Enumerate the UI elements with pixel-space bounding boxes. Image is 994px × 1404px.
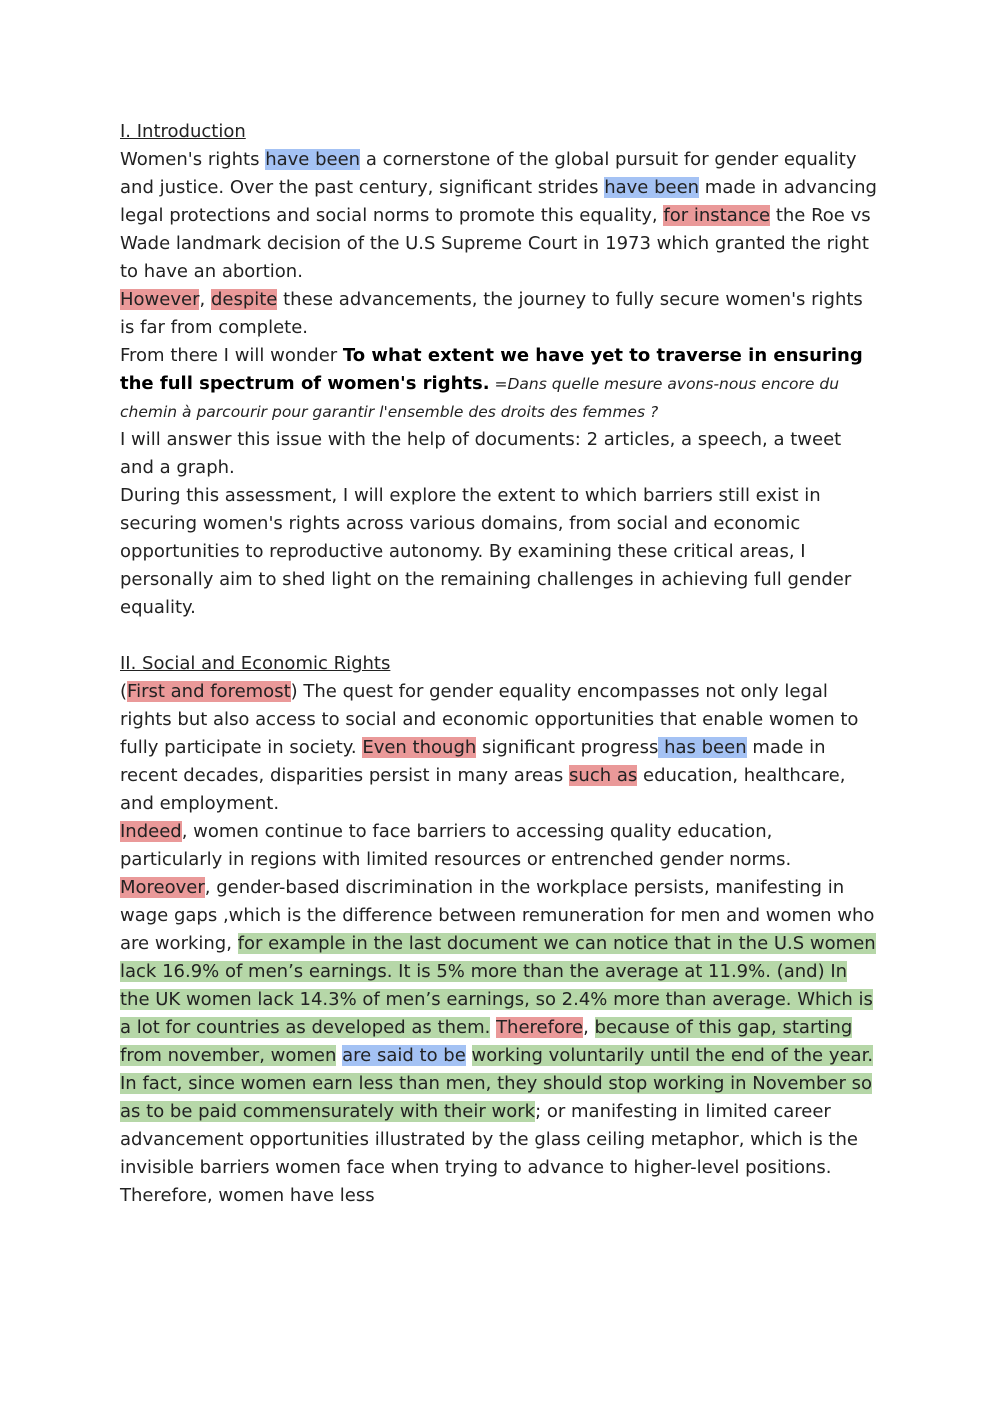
green-highlight: working voluntarily until the end of the year. In fact, since women earn less than men, they should stop working in November so as to be paid commensurately with their work [120,1045,874,1122]
text-span: , women continue to face barriers to accessing quality education, particularly in regions with limited resources or entrenched gender norms. [120,821,792,870]
red-highlight: despite [210,289,278,310]
text-span [466,1045,472,1066]
text-span: education, healthcare, and employment. [120,765,846,814]
section2-paragraph-3 [120,874,880,1210]
red-highlight: However [120,289,200,310]
red-highlight: Moreover [120,877,205,898]
intro-heading: I. Introduction [120,121,246,142]
green-highlight: for example in the last document we can notice that in the U.S women lack 16.9% of men’s earnings. It is 5% more than the average at 11.9%. (and) In the UK women lack 14.3% of men’s earnings, so 2.4% more than average. Which is a lot for countries as developed as them. [120,933,876,1038]
text-span: , [199,289,211,310]
blue-highlight: have been [604,177,700,198]
text-span: these advancements, the journey to fully secure women's rights is far from complete. [120,289,863,338]
text-span: made in recent decades, disparities persist in many areas [120,737,826,786]
red-highlight: Even though [362,737,477,758]
text-span: made in advancing legal protections and social norms to promote this equality, [120,177,877,226]
text-span: ; or manifesting in limited career advancement opportunities illustrated by the glass ceiling metaphor, which is the invisible barriers women face when trying to advance to higher-level positions. Therefore, women have less [120,1101,858,1206]
document-page [120,118,880,1210]
section2-heading: II. Social and Economic Rights [120,653,391,674]
text-span: ) The quest for gender equality encompasses not only legal rights but also access to social and economic opportunities that enable women to fully participate in society. [120,681,859,758]
intro-paragraph-1 [120,146,880,342]
section-spacer [120,622,880,650]
text-span: the Roe vs Wade landmark decision of the U.S Supreme Court in 1973 which granted the right to have an abortion. [120,205,871,282]
blue-highlight: are said to be [342,1045,466,1066]
text-span: , [583,1017,595,1038]
red-highlight: Therefore [496,1017,584,1038]
blue-highlight: have been [265,149,361,170]
section2-paragraph-2 [120,818,880,874]
text-span: Women's rights [120,149,266,170]
blue-highlight: has been [658,737,747,758]
french-translation: =Dans quelle mesure avons-nous encore du chemin à parcourir pour garantir l'ensemble des droits des femmes ? [120,375,840,421]
text-span: From there I will wonder [120,345,343,366]
red-highlight: First and foremost [127,681,291,702]
text-span: significant progress [476,737,659,758]
section2-paragraph-1 [120,678,880,818]
intro-paragraph-2 [120,342,880,426]
text-span: a cornerstone of the global pursuit for gender equality and justice. Over the past century, significant strides [120,149,857,198]
intro-paragraph-4: During this assessment, I will explore the extent to which barriers still exist in securing women's rights across various domains, from social and economic opportunities to reproductive autonomy. By examining these critical areas, I personally aim to shed light on the remaining challenges in achieving full gender equality. [120,485,852,618]
red-highlight: Indeed [120,821,182,842]
problem-statement: To what extent we have yet to traverse in ensuring the full spectrum of women's rights. [120,345,863,394]
red-highlight: for instance [663,205,771,226]
green-highlight: because of this gap, starting from november, women [120,1017,853,1066]
text-span: ( [120,681,128,702]
red-highlight: such as [569,765,638,786]
text-span: , gender-based discrimination in the workplace persists, manifesting in wage gaps ,which is the difference between remuneration for men and women who are working, [120,877,875,954]
intro-paragraph-3: I will answer this issue with the help of documents: 2 articles, a speech, a tweet and a graph. [120,429,842,478]
